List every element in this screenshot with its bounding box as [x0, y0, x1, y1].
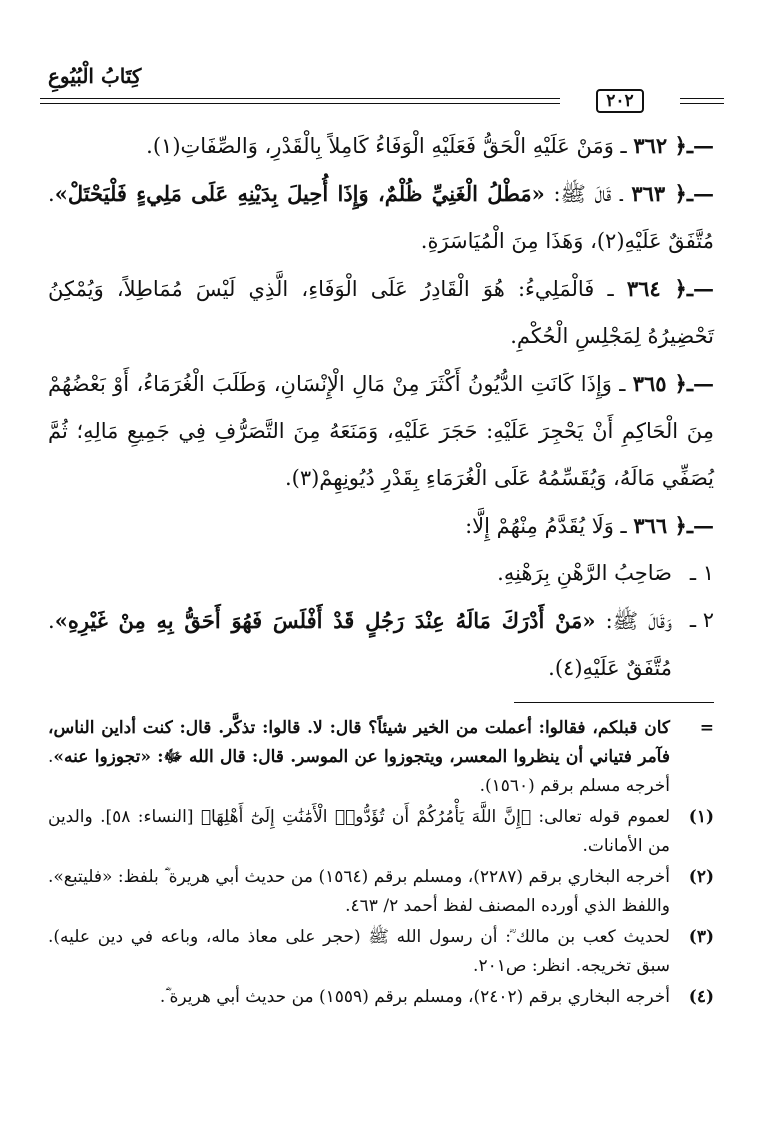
entry-text: ـ وَإِذَا كَانَتِ الدُّيُونُ أَكْثَرَ مِنْ مَالِ الْإِنْسَانِ، وَطَلَبَ الْغُرَمَاءُ، أَوْ بَعْضُهُمْ مِنَ الْحَاكِمِ أَنْ يَحْجِرَ عَلَيْهِ: حَجَرَ عَلَيْهِ، وَمَنَعَهُ مِنَ التَّصَرُّفِ فِي جَمِيعِ مَالِهِ؛ ثُمَّ يُصَفِّي مَالَهُ، وَيُقَسِّمُهُ عَلَى الْغُرَمَاءِ بِقَدْرِ دُيُونِهِمْ(٣).: [48, 372, 714, 490]
list-item: [48, 597, 714, 692]
entry-362: [48, 122, 714, 170]
book-title: كِتَابُ الْبُيُوعِ: [48, 64, 142, 88]
footnote-label: (٤): [688, 987, 714, 1007]
footnote-bold: كان قبلكم، فقالوا: أعملت من الخير شيئاً؟ قال: لا. قالوا: تذكَّر. قال: كنت أداين الناس، فآمر فتياني أن ينظروا المعسر، ويتجوزوا عن الموسر. قال: قال الله ﷻ: «تجوزوا عنه»: [48, 718, 670, 767]
hadith-text: «مَطْلُ الْغَنِيِّ ظُلْمٌ، وَإِذَا أُحِيلَ بِدَيْنِهِ عَلَى مَلِيءٍ فَلْيَحْتَلْ»: [54, 181, 545, 206]
entry-marker: —ـ﴿ ٣٦٥: [632, 371, 714, 396]
footnote-label: (٣): [688, 927, 714, 947]
entry-lead: ـ قَالَ ﷺ:: [544, 182, 623, 206]
footnote-text: أخرجه البخاري برقم (٢٤٠٢)، ومسلم برقم (١٥٥٩) من حديث أبي هريرة ؓ.: [159, 987, 670, 1007]
footnotes: [48, 714, 714, 1014]
footnote-4: [48, 983, 714, 1012]
footnote-label: =: [699, 718, 714, 738]
list-tail: . مُتَّفَقٌ عَلَيْهِ(٤).: [48, 609, 672, 680]
entry-marker: —ـ﴿ ٣٦٤: [626, 276, 714, 301]
footnote-tail: . أخرجه مسلم برقم (١٥٦٠).: [48, 747, 670, 796]
footnote-2: [48, 863, 714, 921]
footnote-label: (٢): [688, 867, 714, 887]
entry-363: [48, 170, 714, 265]
footnote-1: [48, 803, 714, 861]
footnote-separator: [514, 702, 714, 703]
list-text: [48, 597, 672, 692]
list-lead: وَقَالَ ﷺ:: [595, 609, 672, 633]
entry-366: [48, 502, 714, 550]
footnote-continuation: [48, 714, 714, 801]
entry-marker: —ـ﴿ ٣٦٢: [633, 133, 714, 158]
entry-marker: —ـ﴿ ٣٦٦: [633, 513, 714, 538]
page-number-box: [560, 88, 680, 114]
footnote-text: لحديث كعب بن مالك ؓ: أن رسول الله ﷺ (حجر على معاذ ماله، وباعه في دين عليه). سبق تخريجه. انظر: ص٢٠١.: [48, 927, 670, 976]
list-number: ١ ـ: [689, 561, 714, 585]
footnote-text: أخرجه البخاري برقم (٢٢٨٧)، ومسلم برقم (١٥٦٤) من حديث أبي هريرة ؓ بلفظ: «فليتبع». واللفظ الذي أورده المصنف لفظ أحمد ٢/ ٤٦٣.: [48, 867, 671, 916]
entry-tail: . مُتَّفَقٌ عَلَيْهِ(٢)، وَهَذَا مِنَ الْمُيَاسَرَةِ.: [48, 182, 714, 253]
footnote-3: [48, 923, 714, 981]
hadith-text: «مَنْ أَدْرَكَ مَالَهُ عِنْدَ رَجُلٍ قَدْ أَفْلَسَ فَهُوَ أَحَقُّ بِهِ مِنْ غَيْرِهِ»: [54, 608, 596, 633]
entry-marker: —ـ﴿ ٣٦٣: [631, 181, 714, 206]
footnote-text: لعموم قوله تعالى: ﴿إِنَّ اللَّهَ يَأْمُرُكُمْ أَن تُؤَدُّوا۟ الْأَمَٰنَٰتِ إِلَىٰٓ أَهْلِهَا﴾ [النساء: ٥٨]. والدين من الأمانات.: [48, 807, 670, 856]
entry-text: ـ وَلَا يُقَدَّمُ مِنْهُمْ إِلَّا:: [465, 514, 627, 538]
list-number: ٢ ـ: [689, 608, 714, 632]
footnote-label: (١): [688, 807, 714, 827]
list-item: [48, 550, 714, 597]
entry-364: [48, 265, 714, 360]
entry-365: [48, 360, 714, 502]
page-number: ٢٠٢: [596, 89, 643, 113]
list-text: صَاحِبُ الرَّهْنِ بِرَهْنِهِ.: [497, 561, 672, 585]
main-text: [48, 122, 714, 692]
entry-text: ـ فَالْمَلِيءُ: هُوَ الْقَادِرُ عَلَى الْوَفَاءِ، الَّذِي لَيْسَ مُمَاطِلاً، وَيُمْكِنُ تَحْضِيرُهُ لِمَجْلِسِ الْحُكْمِ.: [48, 277, 714, 348]
footnote-text: [48, 714, 670, 801]
entry-text: ـ وَمَنْ عَلَيْهِ الْحَقُّ فَعَلَيْهِ الْوَفَاءُ كَامِلاً بِالْقَدْرِ، وَالصِّفَاتِ(١).: [146, 134, 627, 158]
